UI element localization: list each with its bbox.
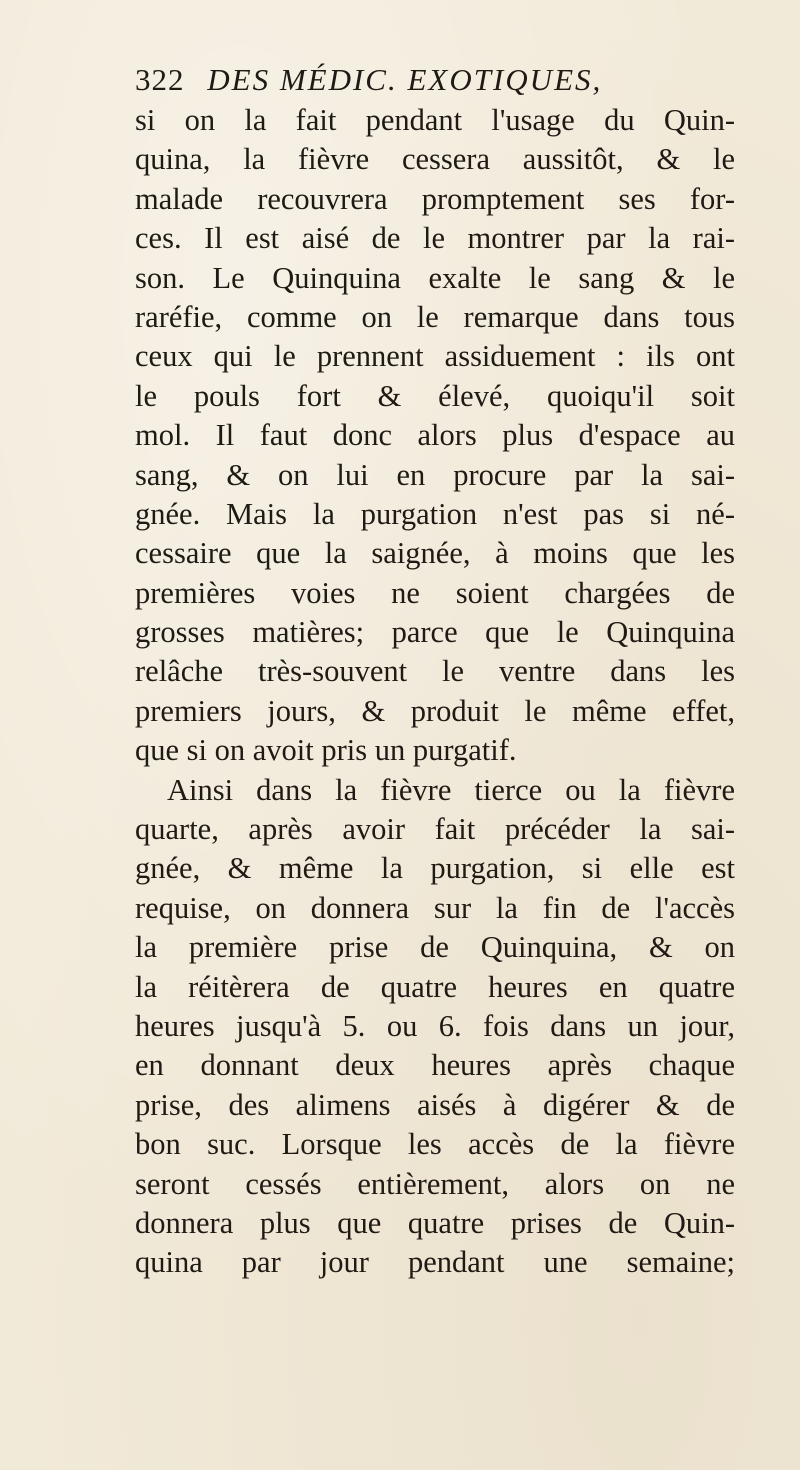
text-line: ceux qui le prennent assiduement : ils ont [135, 339, 735, 374]
text-line: quina par jour pendant une semaine; [135, 1245, 735, 1280]
text-line: grosses matières; parce que le Quinquina [135, 615, 735, 650]
text-line: son. Le Quinquina exalte le sang & le [135, 260, 735, 295]
text-line: le pouls fort & élevé, quoiqu'il soit [135, 378, 735, 413]
running-title: DES MÉDIC. EXOTIQUES, [207, 62, 603, 97]
text-line: prise, des alimens aisés à digérer & de [135, 1087, 735, 1122]
text-line: ces. Il est aisé de le montrer par la rai- [135, 221, 735, 256]
text-line: sang, & on lui en procure par la sai- [135, 457, 735, 492]
text-line: heures jusqu'à 5. ou 6. fois dans un jour, [135, 1008, 735, 1043]
text-line: raréfie, comme on le remarque dans tous [135, 299, 735, 334]
text-line: seront cessés entièrement, alors on ne [135, 1166, 735, 1201]
paragraph-start-line: Ainsi dans la fièvre tierce ou la fièvre [167, 772, 735, 807]
text-line: gnée, & même la purgation, si elle est [135, 851, 735, 886]
text-line: si on la fait pendant l'usage du Quin- [135, 103, 735, 137]
text-line: la réitèrera de quatre heures en quatre [135, 969, 735, 1004]
text-line: malade recouvrera promptement ses for- [135, 181, 735, 216]
paragraph-end-line: que si on avoit pris un purgatif. [135, 733, 517, 768]
text-line: la première prise de Quinquina, & on [135, 930, 735, 965]
text-line: quarte, après avoir fait précéder la sai- [135, 812, 735, 847]
text-line: premières voies ne soient chargées de [135, 575, 735, 610]
page-number: 322 [135, 62, 185, 97]
text-line: gnée. Mais la purgation n'est pas si né- [135, 496, 735, 531]
text-line: cessaire que la saignée, à moins que les [135, 536, 735, 571]
text-line: requise, on donnera sur la fin de l'accès [135, 890, 735, 925]
text-line: en donnant deux heures après chaque [135, 1048, 735, 1083]
text-line: donnera plus que quatre prises de Quin- [135, 1205, 735, 1240]
body-text [135, 101, 735, 1283]
running-header [135, 62, 715, 102]
text-line: premiers jours, & produit le même effet, [135, 693, 735, 728]
text-line: quina, la fièvre cessera aussitôt, & le [135, 142, 735, 177]
text-line: bon suc. Lorsque les accès de la fièvre [135, 1127, 735, 1162]
text-line: mol. Il faut donc alors plus d'espace au [135, 418, 735, 453]
text-line: relâche très-souvent le ventre dans les [135, 654, 735, 689]
